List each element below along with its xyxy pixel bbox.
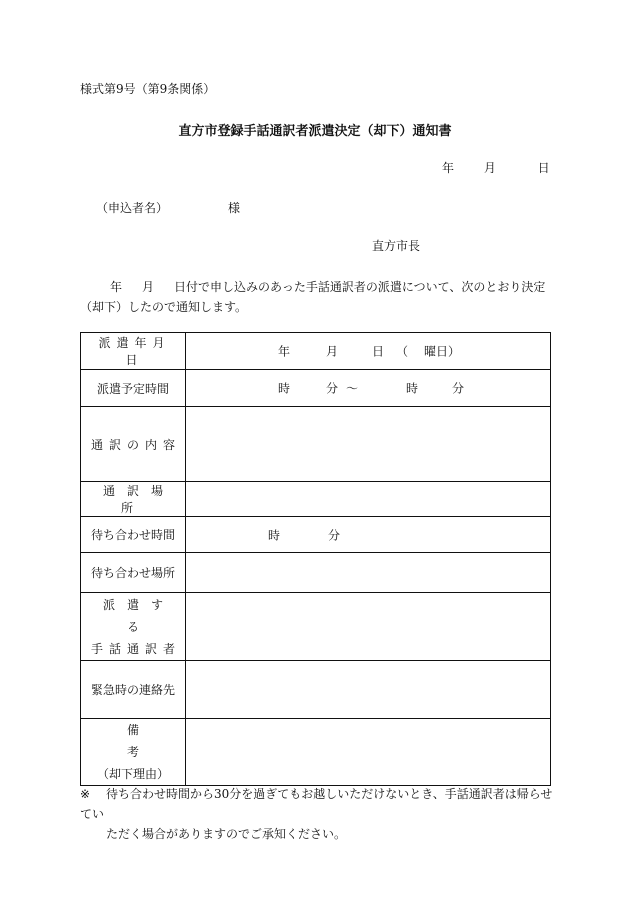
footnote-line-1: 待ち合わせ時間から30分を過ぎてもお越しいただけないとき、手話通訳者は帰らせてい xyxy=(80,787,553,821)
body-year: 年 xyxy=(110,280,123,294)
row-interpretation-place xyxy=(81,482,551,517)
label-interpretation-content: 通訳の内容 xyxy=(81,407,186,482)
interpreter-label-2: 手話通訳者 xyxy=(90,641,181,656)
body-month: 月 xyxy=(142,280,155,294)
value-meeting-place[interactable] xyxy=(186,553,551,593)
recipient-honorific: 様 xyxy=(228,201,241,215)
mt-hour: 時 xyxy=(268,528,281,542)
value-meeting-time[interactable] xyxy=(186,517,551,553)
row-emergency-contact xyxy=(81,661,551,719)
recipient-label: （申込者名） xyxy=(96,201,169,215)
dd-weekday-close: 曜日） xyxy=(424,344,461,359)
label-scheduled-time: 派遣予定時間 xyxy=(81,370,186,407)
body-line-1 xyxy=(90,278,545,295)
dd-day: 日 xyxy=(372,344,385,359)
footnote xyxy=(80,784,560,844)
row-interpretation-content xyxy=(81,407,551,482)
value-interpreter[interactable] xyxy=(186,593,551,661)
label-emergency-contact: 緊急時の連絡先 xyxy=(81,661,186,719)
value-dispatch-date[interactable] xyxy=(186,333,551,370)
row-meeting-time xyxy=(81,517,551,553)
mt-minute: 分 xyxy=(328,528,341,542)
interpreter-label-1: 派遣する xyxy=(102,597,175,634)
issue-date-month: 月 xyxy=(483,161,496,175)
label-meeting-time: 待ち合わせ時間 xyxy=(81,517,186,553)
dd-year: 年 xyxy=(278,344,291,359)
st-tilde: ～ xyxy=(346,381,359,396)
label-remarks xyxy=(81,719,186,786)
row-interpreter xyxy=(81,593,551,661)
st-min1: 分 xyxy=(326,381,339,396)
document-title: 直方市登録手話通訳者派遣決定（却下）通知書 xyxy=(178,124,452,139)
remarks-label-1: 備考 xyxy=(126,723,175,759)
st-min2: 分 xyxy=(452,381,465,396)
label-interpretation-place: 通訳場所 xyxy=(81,482,186,517)
value-interpretation-place[interactable] xyxy=(186,482,551,517)
footnote-line-2: ただく場合がありますのでご承知ください。 xyxy=(106,827,347,841)
row-scheduled-time xyxy=(81,370,551,407)
issue-date-day: 日 xyxy=(537,161,550,175)
value-remarks[interactable] xyxy=(186,719,551,786)
form-number: 様式第9号（第9条関係） xyxy=(80,82,216,96)
row-dispatch-date xyxy=(81,333,551,370)
dispatch-details-table xyxy=(80,332,551,786)
remarks-label-2: （却下理由） xyxy=(96,767,169,781)
dd-month: 月 xyxy=(326,344,339,359)
dd-weekday-open: （ xyxy=(396,344,409,359)
issuer: 直方市長 xyxy=(372,239,421,253)
label-interpreter xyxy=(81,593,186,661)
body-line-2: （却下）したので通知します。 xyxy=(80,300,248,314)
issue-date: 年 月 日 xyxy=(442,161,550,175)
row-meeting-place xyxy=(81,553,551,593)
row-remarks xyxy=(81,719,551,786)
value-emergency-contact[interactable] xyxy=(186,661,551,719)
st-hour2: 時 xyxy=(406,381,419,396)
value-interpretation-content[interactable] xyxy=(186,407,551,482)
recipient xyxy=(96,199,240,216)
value-scheduled-time[interactable] xyxy=(186,370,551,407)
body-text-1: 日付で申し込みのあった手話通訳者の派遣について、次のとおり決定 xyxy=(174,280,546,294)
dispatch-date-label: 派遣年月日 xyxy=(98,336,171,367)
label-meeting-place: 待ち合わせ場所 xyxy=(81,553,186,593)
label-dispatch-date xyxy=(81,333,186,370)
footnote-mark: ※ xyxy=(80,787,91,801)
st-hour1: 時 xyxy=(278,381,291,396)
